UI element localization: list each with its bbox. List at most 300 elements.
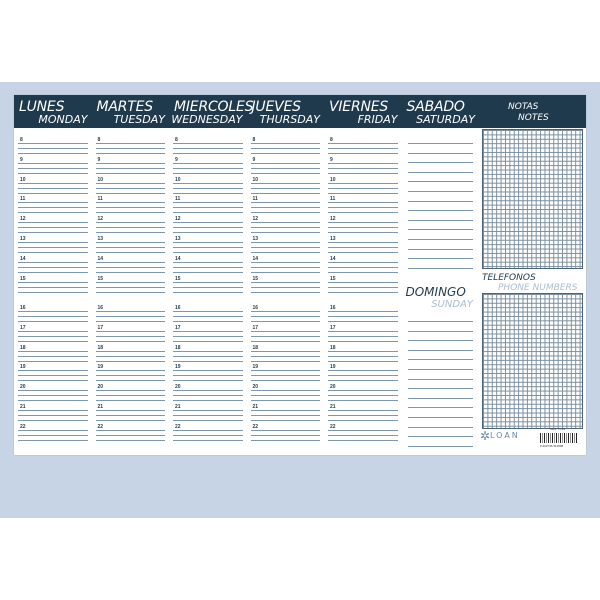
writing-line[interactable] bbox=[251, 222, 321, 223]
writing-line[interactable] bbox=[251, 435, 321, 436]
day-column-1 bbox=[92, 95, 170, 455]
writing-line[interactable] bbox=[96, 287, 166, 288]
day-column-0 bbox=[14, 95, 92, 455]
writing-line[interactable] bbox=[96, 163, 166, 164]
product-reference: Mod. T-131 bbox=[550, 427, 566, 431]
writing-line[interactable] bbox=[173, 212, 243, 213]
writing-line[interactable] bbox=[328, 227, 398, 228]
writing-line[interactable] bbox=[408, 229, 474, 230]
writing-line[interactable] bbox=[251, 267, 321, 268]
writing-line[interactable] bbox=[328, 193, 398, 194]
writing-line[interactable] bbox=[408, 191, 474, 192]
writing-line[interactable] bbox=[18, 380, 88, 381]
writing-line[interactable] bbox=[96, 336, 166, 337]
writing-line[interactable] bbox=[328, 341, 398, 342]
writing-line[interactable] bbox=[251, 351, 321, 352]
writing-line[interactable] bbox=[96, 440, 166, 441]
writing-line[interactable] bbox=[96, 153, 166, 154]
hour-label: 9 bbox=[97, 156, 101, 163]
writing-line[interactable] bbox=[173, 188, 243, 189]
hour-label: 10 bbox=[252, 176, 259, 183]
writing-line[interactable] bbox=[96, 222, 166, 223]
writing-line[interactable] bbox=[408, 201, 474, 202]
writing-line[interactable] bbox=[18, 148, 88, 149]
writing-line[interactable] bbox=[173, 321, 243, 322]
writing-line[interactable] bbox=[18, 375, 88, 376]
writing-line[interactable] bbox=[18, 400, 88, 401]
writing-line[interactable] bbox=[251, 341, 321, 342]
writing-line[interactable] bbox=[251, 163, 321, 164]
writing-line[interactable] bbox=[96, 361, 166, 362]
writing-line[interactable] bbox=[96, 212, 166, 213]
writing-line[interactable] bbox=[18, 370, 88, 371]
writing-line[interactable] bbox=[18, 331, 88, 332]
writing-line[interactable] bbox=[18, 282, 88, 283]
hour-label: 9 bbox=[175, 156, 178, 163]
writing-line[interactable] bbox=[251, 380, 321, 381]
writing-line[interactable] bbox=[251, 272, 321, 273]
writing-line[interactable] bbox=[251, 420, 321, 421]
writing-line[interactable] bbox=[173, 356, 243, 357]
writing-line[interactable] bbox=[408, 398, 474, 399]
day-name-en: FRIDAY bbox=[357, 113, 398, 126]
writing-line[interactable] bbox=[173, 440, 243, 441]
writing-line[interactable] bbox=[96, 370, 166, 371]
writing-line[interactable] bbox=[408, 436, 474, 437]
writing-line[interactable] bbox=[173, 143, 243, 144]
writing-line[interactable] bbox=[173, 242, 243, 243]
writing-line[interactable] bbox=[173, 252, 243, 253]
writing-line[interactable] bbox=[408, 249, 474, 250]
hour-label: 16 bbox=[97, 305, 104, 311]
notes-grid[interactable] bbox=[482, 129, 583, 269]
writing-line[interactable] bbox=[96, 430, 166, 431]
writing-line[interactable] bbox=[173, 282, 243, 283]
writing-line[interactable] bbox=[173, 390, 243, 391]
writing-line[interactable] bbox=[328, 242, 398, 243]
writing-line[interactable] bbox=[18, 267, 88, 268]
writing-line[interactable] bbox=[328, 420, 398, 421]
writing-line[interactable] bbox=[18, 430, 88, 431]
hour-label: 21 bbox=[175, 404, 181, 410]
writing-line[interactable] bbox=[173, 287, 243, 288]
writing-line[interactable] bbox=[328, 272, 398, 273]
writing-line[interactable] bbox=[408, 268, 474, 269]
writing-line[interactable] bbox=[408, 153, 474, 154]
day-column-2 bbox=[169, 95, 254, 455]
writing-line[interactable] bbox=[18, 183, 88, 184]
writing-line[interactable] bbox=[18, 415, 88, 416]
writing-line[interactable] bbox=[328, 262, 398, 263]
writing-line[interactable] bbox=[18, 173, 88, 174]
writing-line[interactable] bbox=[173, 336, 243, 337]
hour-label: 13 bbox=[330, 236, 336, 242]
writing-line[interactable] bbox=[328, 252, 398, 253]
writing-line[interactable] bbox=[96, 341, 166, 342]
writing-line[interactable] bbox=[251, 247, 321, 248]
writing-line[interactable] bbox=[96, 420, 166, 421]
day-name-en: TUESDAY bbox=[113, 113, 165, 126]
writing-line[interactable] bbox=[251, 287, 321, 288]
writing-line[interactable] bbox=[328, 400, 398, 401]
hour-label: 20 bbox=[330, 384, 336, 391]
writing-line[interactable] bbox=[328, 395, 398, 396]
writing-line[interactable] bbox=[251, 316, 321, 317]
hour-label: 14 bbox=[252, 255, 259, 262]
writing-line[interactable] bbox=[96, 207, 166, 208]
writing-line[interactable] bbox=[408, 359, 474, 360]
writing-line[interactable] bbox=[96, 292, 166, 293]
writing-line[interactable] bbox=[96, 435, 166, 436]
writing-line[interactable] bbox=[328, 173, 398, 174]
writing-line[interactable] bbox=[328, 168, 398, 169]
writing-line[interactable] bbox=[18, 212, 88, 213]
writing-line[interactable] bbox=[18, 247, 88, 248]
writing-line[interactable] bbox=[18, 292, 88, 293]
day-header bbox=[14, 95, 92, 128]
writing-line[interactable] bbox=[251, 390, 321, 391]
writing-line[interactable] bbox=[173, 380, 243, 381]
writing-line[interactable] bbox=[408, 210, 474, 211]
writing-line[interactable] bbox=[173, 410, 243, 411]
writing-line[interactable] bbox=[18, 242, 88, 243]
writing-line[interactable] bbox=[328, 247, 398, 248]
hour-label: 21 bbox=[20, 404, 26, 410]
hour-label: 15 bbox=[97, 275, 104, 282]
writing-line[interactable] bbox=[328, 361, 398, 362]
writing-line[interactable] bbox=[18, 351, 88, 352]
writing-line[interactable] bbox=[251, 183, 321, 184]
writing-line[interactable] bbox=[18, 193, 88, 194]
hour-label: 10 bbox=[97, 176, 104, 183]
writing-line[interactable] bbox=[251, 321, 321, 322]
writing-line[interactable] bbox=[328, 435, 398, 436]
hour-label: 21 bbox=[330, 404, 336, 410]
writing-line[interactable] bbox=[18, 163, 88, 164]
writing-line[interactable] bbox=[173, 430, 243, 431]
writing-line[interactable] bbox=[408, 388, 474, 389]
writing-line[interactable] bbox=[173, 173, 243, 174]
writing-line[interactable] bbox=[251, 331, 321, 332]
writing-line[interactable] bbox=[328, 287, 398, 288]
writing-line[interactable] bbox=[251, 311, 321, 312]
hour-label: 8 bbox=[330, 137, 333, 143]
writing-line[interactable] bbox=[328, 311, 398, 312]
hour-label: 8 bbox=[175, 137, 178, 143]
hour-label: 8 bbox=[97, 137, 101, 143]
day-name-es: MARTES bbox=[96, 99, 153, 115]
writing-line[interactable] bbox=[173, 420, 243, 421]
writing-line[interactable] bbox=[18, 321, 88, 322]
hour-label: 13 bbox=[20, 236, 26, 242]
day-name-es: VIERNES bbox=[329, 99, 389, 115]
writing-line[interactable] bbox=[96, 331, 166, 332]
writing-line[interactable] bbox=[328, 410, 398, 411]
hour-label: 21 bbox=[252, 404, 259, 410]
hour-label: 20 bbox=[252, 384, 259, 391]
writing-line[interactable] bbox=[18, 341, 88, 342]
writing-line[interactable] bbox=[408, 220, 474, 221]
writing-line[interactable] bbox=[173, 202, 243, 203]
writing-line[interactable] bbox=[96, 242, 166, 243]
writing-line[interactable] bbox=[328, 331, 398, 332]
writing-line[interactable] bbox=[408, 258, 474, 259]
writing-line[interactable] bbox=[328, 351, 398, 352]
writing-line[interactable] bbox=[251, 415, 321, 416]
writing-line[interactable] bbox=[96, 232, 166, 233]
writing-line[interactable] bbox=[18, 143, 88, 144]
writing-line[interactable] bbox=[328, 356, 398, 357]
hour-label: 11 bbox=[175, 196, 181, 203]
hour-label: 10 bbox=[330, 176, 336, 183]
writing-line[interactable] bbox=[251, 356, 321, 357]
writing-line[interactable] bbox=[96, 395, 166, 396]
writing-line[interactable] bbox=[251, 395, 321, 396]
writing-line[interactable] bbox=[408, 239, 474, 240]
writing-line[interactable] bbox=[408, 181, 474, 182]
writing-line[interactable] bbox=[96, 390, 166, 391]
writing-line[interactable] bbox=[328, 380, 398, 381]
writing-line[interactable] bbox=[328, 202, 398, 203]
writing-line[interactable] bbox=[18, 207, 88, 208]
writing-line[interactable] bbox=[18, 395, 88, 396]
writing-line[interactable] bbox=[328, 183, 398, 184]
writing-line[interactable] bbox=[251, 188, 321, 189]
writing-line[interactable] bbox=[328, 440, 398, 441]
writing-line[interactable] bbox=[408, 427, 474, 428]
writing-line[interactable] bbox=[96, 380, 166, 381]
writing-line[interactable] bbox=[18, 361, 88, 362]
writing-line[interactable] bbox=[173, 400, 243, 401]
writing-line[interactable] bbox=[251, 148, 321, 149]
hour-label: 14 bbox=[20, 255, 26, 262]
writing-line[interactable] bbox=[328, 153, 398, 154]
writing-line[interactable] bbox=[408, 321, 474, 322]
writing-line[interactable] bbox=[96, 247, 166, 248]
writing-line[interactable] bbox=[173, 375, 243, 376]
writing-line[interactable] bbox=[96, 410, 166, 411]
writing-line[interactable] bbox=[18, 227, 88, 228]
writing-line[interactable] bbox=[328, 370, 398, 371]
writing-line[interactable] bbox=[18, 168, 88, 169]
writing-line[interactable] bbox=[173, 153, 243, 154]
writing-line[interactable] bbox=[328, 267, 398, 268]
writing-line[interactable] bbox=[328, 336, 398, 337]
writing-line[interactable] bbox=[251, 262, 321, 263]
writing-line[interactable] bbox=[173, 267, 243, 268]
writing-line[interactable] bbox=[18, 311, 88, 312]
writing-line[interactable] bbox=[251, 173, 321, 174]
writing-line[interactable] bbox=[18, 287, 88, 288]
writing-line[interactable] bbox=[173, 331, 243, 332]
hour-label: 22 bbox=[330, 423, 336, 430]
day-name-es: SABADO bbox=[406, 99, 465, 115]
hour-label: 9 bbox=[330, 156, 333, 163]
writing-line[interactable] bbox=[96, 227, 166, 228]
writing-line[interactable] bbox=[173, 361, 243, 362]
writing-line[interactable] bbox=[251, 242, 321, 243]
writing-line[interactable] bbox=[328, 321, 398, 322]
hour-label: 22 bbox=[252, 423, 259, 430]
writing-line[interactable] bbox=[251, 292, 321, 293]
writing-line[interactable] bbox=[173, 395, 243, 396]
writing-line[interactable] bbox=[18, 202, 88, 203]
writing-line[interactable] bbox=[18, 440, 88, 441]
writing-line[interactable] bbox=[173, 207, 243, 208]
writing-line[interactable] bbox=[173, 222, 243, 223]
writing-line[interactable] bbox=[251, 440, 321, 441]
writing-line[interactable] bbox=[18, 153, 88, 154]
writing-line[interactable] bbox=[96, 375, 166, 376]
writing-line[interactable] bbox=[251, 212, 321, 213]
writing-line[interactable] bbox=[96, 252, 166, 253]
writing-line[interactable] bbox=[328, 375, 398, 376]
writing-line[interactable] bbox=[328, 148, 398, 149]
hour-label: 11 bbox=[252, 196, 258, 203]
writing-line[interactable] bbox=[328, 282, 398, 283]
writing-line[interactable] bbox=[173, 148, 243, 149]
hour-label: 18 bbox=[252, 344, 259, 351]
writing-line[interactable] bbox=[96, 173, 166, 174]
writing-line[interactable] bbox=[251, 410, 321, 411]
notes-header bbox=[480, 95, 586, 128]
writing-line[interactable] bbox=[251, 227, 321, 228]
writing-line[interactable] bbox=[18, 252, 88, 253]
writing-line[interactable] bbox=[251, 375, 321, 376]
writing-line[interactable] bbox=[251, 430, 321, 431]
writing-line[interactable] bbox=[328, 222, 398, 223]
writing-line[interactable] bbox=[251, 193, 321, 194]
writing-line[interactable] bbox=[328, 292, 398, 293]
writing-line[interactable] bbox=[18, 435, 88, 436]
writing-line[interactable] bbox=[251, 370, 321, 371]
writing-line[interactable] bbox=[328, 188, 398, 189]
writing-line[interactable] bbox=[96, 262, 166, 263]
writing-line[interactable] bbox=[96, 321, 166, 322]
writing-line[interactable] bbox=[173, 232, 243, 233]
writing-line[interactable] bbox=[408, 350, 474, 351]
writing-line[interactable] bbox=[173, 262, 243, 263]
day-header bbox=[92, 95, 170, 128]
writing-line[interactable] bbox=[18, 232, 88, 233]
day-name-es: MIERCOLES bbox=[174, 99, 254, 115]
writing-line[interactable] bbox=[96, 183, 166, 184]
writing-line[interactable] bbox=[96, 356, 166, 357]
writing-line[interactable] bbox=[96, 202, 166, 203]
writing-line[interactable] bbox=[173, 168, 243, 169]
writing-line[interactable] bbox=[173, 415, 243, 416]
writing-line[interactable] bbox=[18, 410, 88, 411]
writing-line[interactable] bbox=[18, 316, 88, 317]
writing-line[interactable] bbox=[173, 316, 243, 317]
writing-line[interactable] bbox=[251, 207, 321, 208]
writing-line[interactable] bbox=[173, 227, 243, 228]
writing-line[interactable] bbox=[251, 143, 321, 144]
writing-line[interactable] bbox=[328, 415, 398, 416]
writing-line[interactable] bbox=[251, 361, 321, 362]
writing-line[interactable] bbox=[96, 168, 166, 169]
writing-line[interactable] bbox=[96, 311, 166, 312]
writing-line[interactable] bbox=[328, 232, 398, 233]
writing-line[interactable] bbox=[18, 390, 88, 391]
writing-line[interactable] bbox=[96, 267, 166, 268]
writing-line[interactable] bbox=[251, 232, 321, 233]
writing-line[interactable] bbox=[328, 207, 398, 208]
phones-grid[interactable] bbox=[482, 293, 583, 429]
writing-line[interactable] bbox=[18, 336, 88, 337]
writing-line[interactable] bbox=[408, 162, 474, 163]
writing-line[interactable] bbox=[173, 351, 243, 352]
hour-label: 16 bbox=[252, 305, 259, 311]
writing-line[interactable] bbox=[408, 172, 474, 173]
writing-line[interactable] bbox=[251, 153, 321, 154]
writing-line[interactable] bbox=[328, 390, 398, 391]
writing-line[interactable] bbox=[96, 400, 166, 401]
writing-line[interactable] bbox=[408, 340, 474, 341]
writing-line[interactable] bbox=[18, 188, 88, 189]
writing-line[interactable] bbox=[18, 222, 88, 223]
notes-title-en: NOTES bbox=[518, 113, 549, 123]
writing-line[interactable] bbox=[173, 435, 243, 436]
writing-line[interactable] bbox=[408, 331, 474, 332]
writing-line[interactable] bbox=[408, 369, 474, 370]
writing-line[interactable] bbox=[173, 341, 243, 342]
writing-line[interactable] bbox=[173, 163, 243, 164]
writing-line[interactable] bbox=[408, 143, 474, 144]
writing-line[interactable] bbox=[173, 193, 243, 194]
writing-line[interactable] bbox=[328, 430, 398, 431]
writing-line[interactable] bbox=[251, 336, 321, 337]
writing-line[interactable] bbox=[18, 356, 88, 357]
writing-line[interactable] bbox=[328, 316, 398, 317]
writing-line[interactable] bbox=[96, 272, 166, 273]
writing-line[interactable] bbox=[408, 446, 474, 447]
writing-line[interactable] bbox=[173, 292, 243, 293]
writing-line[interactable] bbox=[408, 417, 474, 418]
writing-line[interactable] bbox=[96, 188, 166, 189]
writing-line[interactable] bbox=[408, 407, 474, 408]
writing-line[interactable] bbox=[96, 316, 166, 317]
writing-line[interactable] bbox=[173, 247, 243, 248]
writing-line[interactable] bbox=[328, 212, 398, 213]
hour-label: 18 bbox=[20, 344, 26, 351]
writing-line[interactable] bbox=[96, 282, 166, 283]
writing-line[interactable] bbox=[251, 282, 321, 283]
hour-label: 19 bbox=[97, 364, 104, 371]
writing-line[interactable] bbox=[251, 252, 321, 253]
writing-line[interactable] bbox=[251, 168, 321, 169]
writing-line[interactable] bbox=[408, 379, 474, 380]
writing-line[interactable] bbox=[328, 163, 398, 164]
writing-line[interactable] bbox=[96, 143, 166, 144]
writing-line[interactable] bbox=[173, 311, 243, 312]
writing-line[interactable] bbox=[18, 262, 88, 263]
writing-line[interactable] bbox=[173, 183, 243, 184]
writing-line[interactable] bbox=[18, 272, 88, 273]
writing-line[interactable] bbox=[173, 370, 243, 371]
writing-line[interactable] bbox=[328, 143, 398, 144]
writing-line[interactable] bbox=[251, 202, 321, 203]
writing-line[interactable] bbox=[251, 400, 321, 401]
writing-line[interactable] bbox=[18, 420, 88, 421]
writing-line[interactable] bbox=[96, 351, 166, 352]
writing-line[interactable] bbox=[96, 193, 166, 194]
hour-label: 19 bbox=[20, 364, 26, 371]
writing-line[interactable] bbox=[173, 272, 243, 273]
writing-line[interactable] bbox=[96, 415, 166, 416]
writing-line[interactable] bbox=[96, 148, 166, 149]
hour-label: 22 bbox=[175, 423, 181, 430]
